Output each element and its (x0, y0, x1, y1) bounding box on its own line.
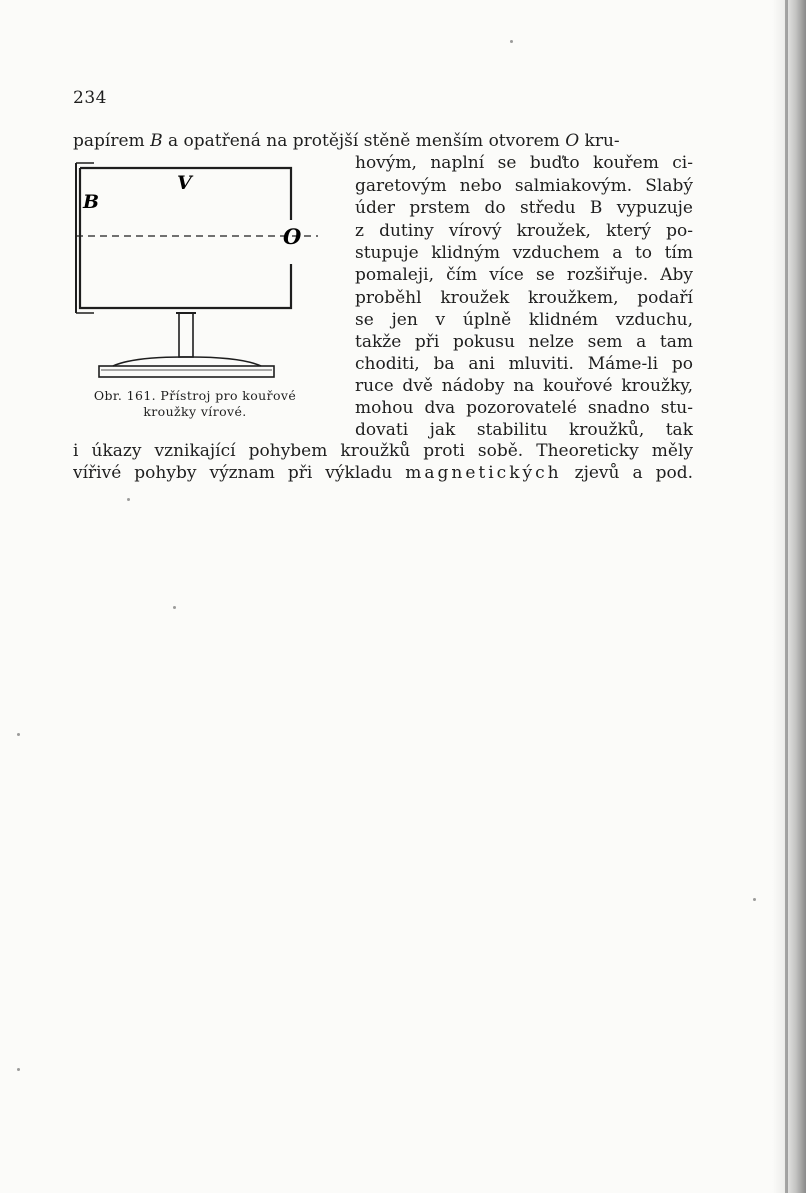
wrapped-line-8: se jen v úplně klidném vzduchu, (355, 310, 693, 330)
wrapped-line-9: takže při pokusu nelze sem a tam (355, 332, 693, 352)
scan-speck (17, 733, 20, 736)
first-line-end: kru- (584, 131, 620, 151)
wrapped-line-12: mohou dva pozorovatelé snadno stu- (355, 398, 693, 418)
scan-speck (510, 40, 513, 43)
stand-foot (99, 366, 274, 377)
full-line-1: i úkazy vznikající pohybem kroužků proti sobě. Theoreticky měly (73, 441, 693, 461)
wrapped-line-11: ruce dvě nádoby na kouřové kroužky, (355, 376, 693, 396)
full-line-2-start: vířivé pohyby význam při výkladu (73, 463, 393, 483)
full-line-2-end: zjevů a pod. (574, 463, 693, 483)
first-text-line (73, 130, 693, 152)
scan-speck (127, 498, 130, 501)
wrapped-line-2: garetovým nebo salmiakovým. Slabý (355, 176, 693, 196)
scan-speck (17, 1068, 20, 1071)
first-line-start: papírem (73, 131, 145, 151)
wrapped-line-7: proběhl kroužek kroužkem, podaří (355, 288, 693, 308)
stand-base (113, 357, 261, 366)
figure-label-b: B (83, 191, 100, 213)
first-line-o: O (565, 131, 580, 151)
first-line-middle: a opatřená na protější stěně menším otvorem (167, 131, 560, 151)
smoke-ring-apparatus-figure (73, 160, 333, 390)
full-line-2-spaced: magnetických (405, 463, 562, 483)
full-line-2 (73, 462, 693, 484)
page-edge-shadow (772, 0, 806, 1193)
wrapped-line-13: dovati jak stabilitu kroužků, tak (355, 420, 693, 440)
figure-caption (68, 388, 322, 420)
figure-caption-line-1: Obr. 161. Přístroj pro kouřové (93, 388, 297, 403)
figure-label-o: O (283, 224, 302, 249)
scan-speck (753, 898, 756, 901)
scan-speck (173, 606, 176, 609)
figure-label-v: V (177, 172, 192, 194)
page-number: 234 (73, 88, 107, 108)
wrapped-line-6: pomaleji, čím více se rozšiřuje. Aby (355, 265, 693, 285)
stand-column (179, 313, 193, 357)
page-edge-line (785, 0, 788, 1193)
wrapped-line-1: hovým, naplní se buďto kouřem ci- (355, 153, 693, 173)
wrapped-line-10: choditi, ba ani mluviti. Máme-li po (355, 354, 693, 374)
figure-caption-line-2: kroužky vírové. (143, 404, 247, 419)
first-line-b: B (150, 131, 163, 151)
wrapped-line-4: z dutiny vírový kroužek, který po- (355, 221, 693, 241)
wrapped-line-5: stupuje klidným vzduchem a to tím (355, 243, 693, 263)
wrapped-line-3: úder prstem do středu B vypuzuje (355, 198, 693, 218)
